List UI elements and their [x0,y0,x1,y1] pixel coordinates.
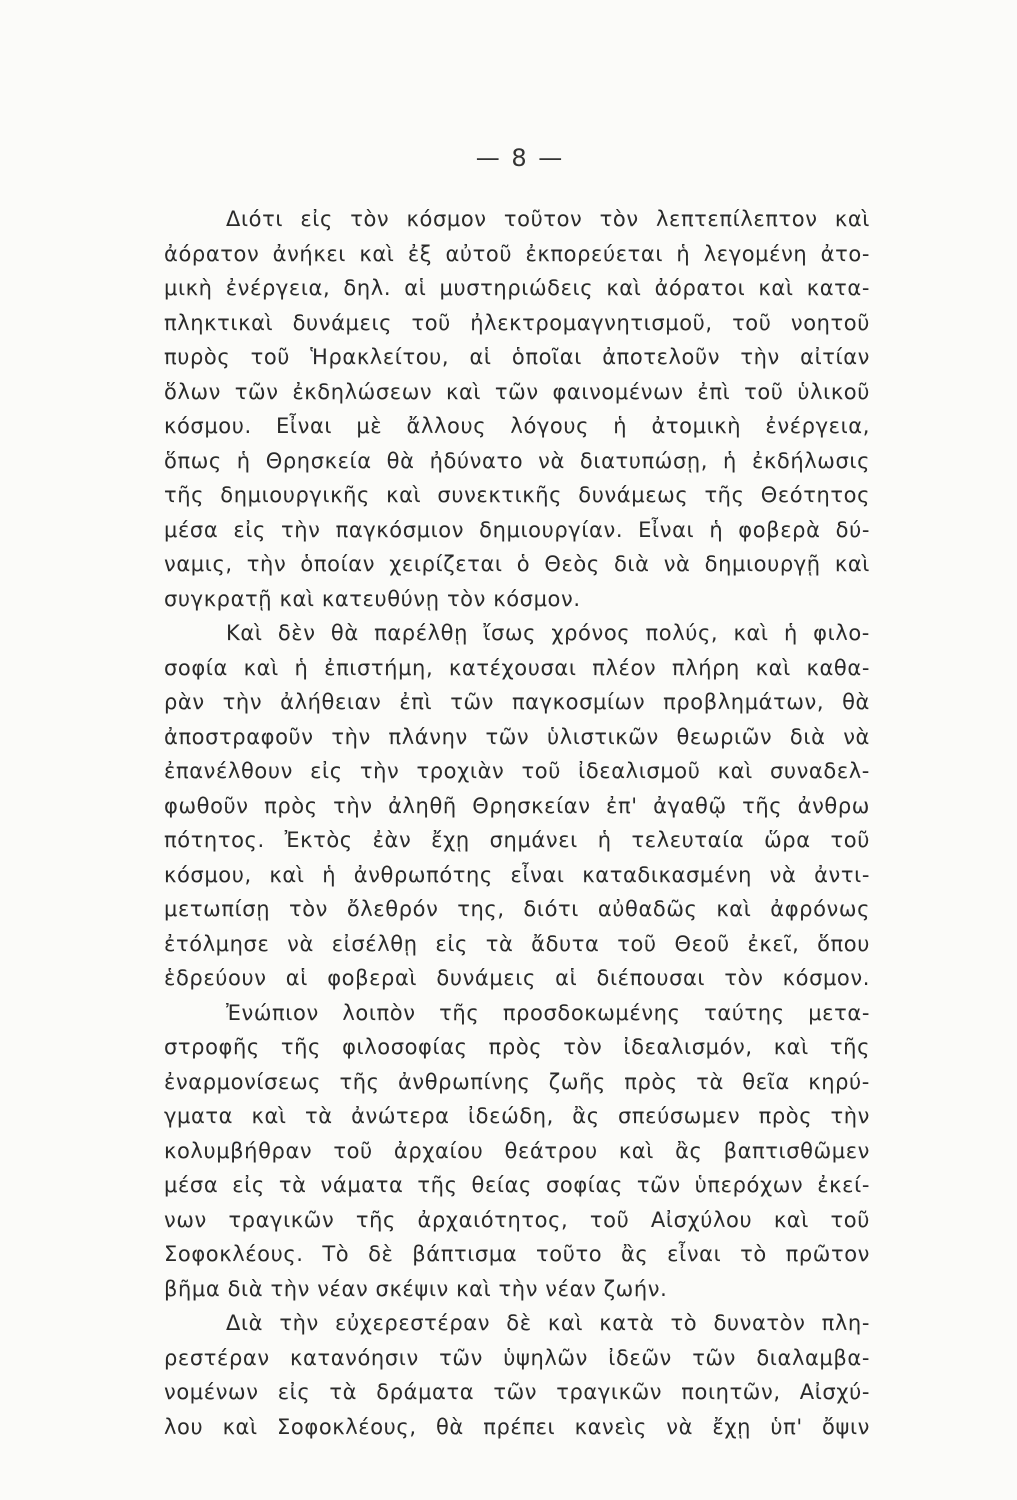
text-line: κολυμβήθραν τοῦ ἀρχαίου θεάτρου καὶ ἂς βαπτισθῶμεν [164,1138,870,1163]
text-line: Διὰ τὴν εὐχερεστέραν δὲ καὶ κατὰ τὸ δυνατὸν πλη- [226,1311,870,1335]
body-text [164,202,870,1444]
text-line: ἀόρατον ἀνήκει καὶ ἐξ αὐτοῦ ἐκπορεύεται ἡ λεγομένη ἀτο- [164,241,870,266]
text-line: μετωπίσῃ τὸν ὄλεθρόν της, διότι αὐθαδῶς καὶ ἀφρόνως [164,897,870,921]
text-line: ἐναρμονίσεως τῆς ἀνθρωπίνης ζωῆς πρὸς τὰ θεῖα κηρύ- [164,1069,870,1094]
text-line: συγκρατῇ καὶ κατευθύνῃ τὸν κόσμον. [164,586,581,611]
text-line: ἑδρεύουν αἱ φοβεραὶ δυνάμεις αἱ διέπουσαι τὸν κόσμον. [164,966,870,990]
text-line: νομένων εἰς τὰ δράματα τῶν τραγικῶν ποιητῶν, Αἰσχύ- [164,1380,870,1404]
text-line: βῆμα διὰ τὴν νέαν σκέψιν καὶ τὴν νέαν ζωήν. [164,1276,668,1301]
text-line: λου καὶ Σοφοκλέους, θὰ πρέπει κανεὶς νὰ ἔχῃ ὑπ' ὄψιν [164,1414,870,1439]
text-line: ἐτόλμησε νὰ εἰσέλθῃ εἰς τὰ ἄδυτα τοῦ Θεοῦ ἐκεῖ, ὅπου [164,931,870,956]
text-line: ρὰν τὴν ἀλήθειαν ἐπὶ τῶν παγκοσμίων προβλημάτων, θὰ [164,690,870,714]
text-line: Σοφοκλέους. Τὸ δὲ βάπτισμα τοῦτο ἂς εἶναι τὸ πρῶτον [164,1242,870,1266]
text-line: ὅπως ἡ Θρησκεία θὰ ἠδύνατο νὰ διατυπώσῃ, ἡ ἐκδήλωσις [164,448,870,473]
text-line: ρεστέραν κατανόησιν τῶν ὑψηλῶν ἰδεῶν τῶν διαλαμβα- [164,1345,870,1370]
text-line: μικὴ ἐνέργεια, δηλ. αἱ μυστηριώδεις καὶ ἀόρατοι καὶ κατα- [164,276,870,300]
text-line: ναμις, τὴν ὁποίαν χειρίζεται ὁ Θεὸς διὰ νὰ δημιουργῇ καὶ [164,552,870,576]
text-line: κόσμου. Εἶναι μὲ ἄλλους λόγους ἡ ἀτομικὴ ἐνέργεια, [164,414,870,438]
page-number: — 8 — [475,144,565,172]
text-line: Ἐνώπιον λοιπὸν τῆς προσδοκωμένης ταύτης μετα- [226,1000,870,1025]
text-line: πότητος. Ἐκτὸς ἐὰν ἔχῃ σημάνει ἡ τελευταία ὥρα τοῦ [164,828,870,852]
text-line: σοφία καὶ ἡ ἐπιστήμη, κατέχουσαι πλέον πλήρη καὶ καθα- [164,655,870,680]
text-line: πληκτικαὶ δυνάμεις τοῦ ἠλεκτρομαγνητισμοῦ, τοῦ νοητοῦ [164,310,870,335]
text-line: νων τραγικῶν τῆς ἀρχαιότητος, τοῦ Αἰσχύλου καὶ τοῦ [164,1207,870,1232]
text-line: στροφῆς τῆς φιλοσοφίας πρὸς τὸν ἰδεαλισμόν, καὶ τῆς [164,1035,870,1059]
text-line: τῆς δημιουργικῆς καὶ συνεκτικῆς δυνάμεως τῆς Θεότητος [164,483,870,507]
text-line: πυρὸς τοῦ Ἡρακλείτου, αἱ ὁποῖαι ἀποτελοῦν τὴν αἰτίαν [164,345,870,369]
text-line: κόσμου, καὶ ἡ ἀνθρωπότης εἶναι καταδικασμένη νὰ ἀντι- [164,862,870,887]
text-line: ὅλων τῶν ἐκδηλώσεων καὶ τῶν φαινομένων ἐπὶ τοῦ ὑλικοῦ [164,379,870,404]
text-line: φωθοῦν πρὸς τὴν ἀληθῆ Θρησκείαν ἐπ' ἀγαθῷ τῆς ἀνθρω [164,793,870,818]
text-line: μέσα εἰς τὰ νάματα τῆς θείας σοφίας τῶν ὑπερόχων ἐκεί- [164,1173,870,1197]
text-line: μέσα εἰς τὴν παγκόσμιον δημιουργίαν. Εἶναι ἡ φοβερὰ δύ- [164,517,870,542]
text-line: ἀποστραφοῦν τὴν πλάνην τῶν ὑλιστικῶν θεωριῶν διὰ νὰ [164,724,870,749]
text-line: Καὶ δὲν θὰ παρέλθῃ ἴσως χρόνος πολύς, καὶ ἡ φιλο- [226,621,870,645]
text-line: Διότι εἰς τὸν κόσμον τοῦτον τὸν λεπτεπίλεπτον καὶ [226,207,870,231]
text-line: ἐπανέλθουν εἰς τὴν τροχιὰν τοῦ ἰδεαλισμοῦ καὶ συναδελ- [164,759,870,783]
text-line: γματα καὶ τὰ ἀνώτερα ἰδεώδη, ἂς σπεύσωμεν πρὸς τὴν [164,1104,870,1128]
